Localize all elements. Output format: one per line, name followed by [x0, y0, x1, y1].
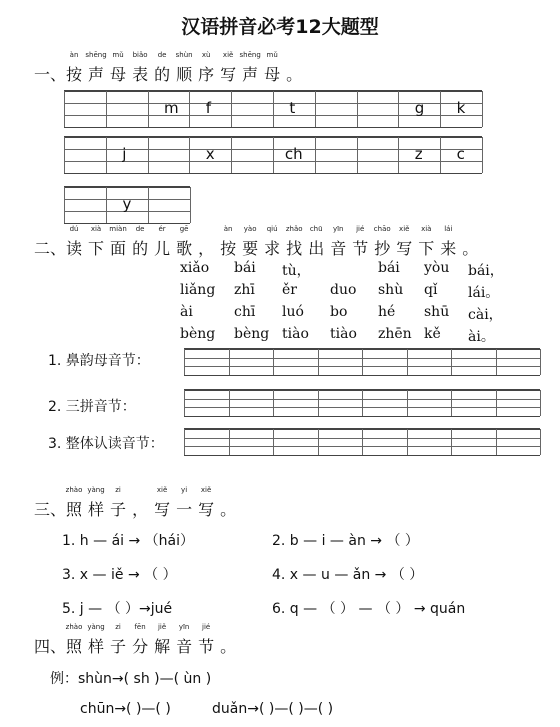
q3-item-4: 4. x — u — ǎn → （ ）: [272, 567, 424, 583]
pinyin-annotation: lái: [444, 225, 453, 233]
poem-syllable: lái。: [468, 285, 500, 301]
grid-divider: [106, 91, 107, 127]
q4-char: fēn 分: [132, 623, 149, 656]
poem-syllable: yòu: [424, 260, 450, 276]
pinyin-annotation: jié: [356, 225, 365, 233]
q1-char: de 的: [154, 51, 171, 84]
q1-heading: 一、 àn 按 shēng 声 mǔ 母 biǎo 表 de 的 shùn 顺 xù 序 xiě 写 shēng 声 mǔ 母 。: [34, 51, 303, 84]
poem-syllable: ài: [180, 304, 193, 320]
grid-divider: [540, 349, 541, 375]
poem-syllable: ěr: [282, 282, 297, 298]
poem-line: [0, 282, 560, 302]
grid-divider: [318, 429, 319, 455]
initial-letter: j: [122, 145, 127, 163]
pinyin-annotation: xiě: [156, 486, 168, 494]
pinyin-annotation: zi: [115, 486, 121, 494]
q4-example: 例：shùn→( sh )—( ùn ): [50, 671, 212, 687]
grid-divider: [362, 349, 363, 375]
pinyin-annotation: àn: [69, 51, 79, 59]
pinyin-annotation: de: [135, 225, 145, 233]
label-three-part: 2. 三拼音节：: [48, 399, 136, 415]
poem-syllable: qǐ: [424, 282, 438, 298]
poem-syllable: hé: [378, 304, 396, 320]
q3-char: xiě 写: [154, 486, 171, 519]
poem-syllable: zhēn: [378, 326, 412, 342]
q3-item-3: 3. x — iě → （ ）: [62, 567, 177, 583]
grid-line: [184, 416, 540, 417]
pinyin-annotation: zi: [115, 623, 121, 631]
initial-letter: z: [414, 145, 423, 163]
grid-divider: [106, 187, 107, 223]
poem-syllable: zhī: [234, 282, 255, 298]
answer-grid-nasal[interactable]: [184, 348, 540, 375]
pinyin-annotation: zhào: [65, 486, 83, 494]
poem-syllable: bái，: [468, 263, 504, 279]
pinyin-annotation: shēng: [239, 51, 261, 59]
grid-divider: [398, 137, 399, 173]
q2-char: yào 要: [242, 225, 259, 258]
grid-divider: [315, 91, 316, 127]
pinyin-annotation: àn: [223, 225, 233, 233]
grid-divider: [482, 137, 483, 173]
four-line-grid-row-3: [64, 186, 190, 223]
poem-syllable: liǎng: [180, 282, 216, 298]
grid-divider: [189, 91, 190, 127]
grid-divider: [362, 390, 363, 416]
poem-syllable: tù，: [282, 263, 311, 279]
grid-divider: [231, 91, 232, 127]
grid-divider: [64, 137, 65, 173]
grid-divider: [273, 390, 274, 416]
q2-char: àn 按: [220, 225, 237, 258]
q4-char: zi 子: [110, 623, 127, 656]
grid-divider: [148, 91, 149, 127]
poem-syllable: shù: [378, 282, 404, 298]
grid-divider: [184, 429, 185, 455]
grid-divider: [273, 91, 274, 127]
grid-divider: [357, 137, 358, 173]
poem-syllable: tiào: [330, 326, 357, 342]
grid-line: [184, 455, 540, 456]
answer-grid-whole[interactable]: [184, 428, 540, 455]
initial-letter: y: [122, 195, 132, 213]
pinyin-annotation: yīn: [178, 623, 190, 631]
q4-item-2: duǎn→( )—( )—( ): [212, 701, 334, 717]
grid-divider: [362, 429, 363, 455]
q3-char: yàng 样: [87, 486, 105, 519]
q1-char: biǎo 表: [132, 51, 149, 84]
q2-heading: 二、 dú 读 xià 下 miàn 面 de 的 ér 儿 gē 歌 ， àn 按 yào 要 qiú 求 zhǎo 找 chū 出 yīn 音 jié 节 chāo 抄 xiě 写 xià 下 lái 来 。: [34, 225, 479, 258]
q3-item-6: 6. q — （ ） — （ ） → quán: [272, 601, 466, 617]
initial-letter: ch: [284, 145, 303, 163]
grid-divider: [184, 390, 185, 416]
poem-syllable: bo: [330, 304, 348, 320]
q3-char: xiě 写: [198, 486, 215, 519]
poem-syllable: bái: [234, 260, 256, 276]
poem-syllable: bái: [378, 260, 400, 276]
poem-syllable: bèng: [180, 326, 216, 342]
pinyin-annotation: xiě: [222, 51, 234, 59]
q2-char: xià 下: [88, 225, 105, 258]
pinyin-annotation: xù: [201, 51, 211, 59]
grid-divider: [64, 187, 65, 223]
q4-char: jiě 解: [154, 623, 171, 656]
grid-line: [64, 127, 482, 128]
initial-letter: k: [456, 99, 466, 117]
grid-divider: [540, 390, 541, 416]
grid-divider: [273, 429, 274, 455]
initial-letter: c: [456, 145, 465, 163]
q2-char: zhǎo 找: [285, 225, 303, 258]
grid-divider: [231, 137, 232, 173]
initial-letter: f: [205, 99, 212, 117]
pinyin-annotation: yào: [243, 225, 257, 233]
grid-divider: [318, 390, 319, 416]
grid-divider: [229, 390, 230, 416]
pinyin-annotation: jié: [202, 623, 211, 631]
q2-char: de 的: [132, 225, 149, 258]
grid-divider: [229, 429, 230, 455]
page-title: 汉语拼音必考12大题型: [181, 16, 379, 38]
poem-syllable: cài，: [468, 307, 503, 323]
q3-item-2: 2. b — i — àn → （ ）: [272, 533, 419, 549]
q2-char: yīn 音: [330, 225, 347, 258]
pinyin-annotation: qiú: [266, 225, 278, 233]
q1-char: shēng 声: [239, 51, 261, 84]
grid-divider: [189, 137, 190, 173]
pinyin-annotation: yīn: [332, 225, 344, 233]
grid-divider: [451, 429, 452, 455]
q1-char: xiě 写: [220, 51, 237, 84]
q1-char: xù 序: [198, 51, 215, 84]
q3-item-5: 5. j — （ ）→jué: [62, 601, 173, 617]
q1-char: shēng 声: [85, 51, 107, 84]
q2-char: gē 歌: [176, 225, 193, 258]
label-nasal: 1. 鼻韵母音节：: [48, 353, 150, 369]
pinyin-annotation: dú: [69, 225, 79, 233]
pinyin-annotation: yàng: [87, 486, 105, 494]
q3-char: zi 子: [110, 486, 127, 519]
grid-divider: [482, 91, 483, 127]
pinyin-annotation: mǔ: [266, 51, 278, 59]
q4-char: yīn 音: [176, 623, 193, 656]
label-whole: 3. 整体认读音节：: [48, 436, 164, 452]
q4-char: zhào 照: [65, 623, 83, 656]
pinyin-annotation: yàng: [87, 623, 105, 631]
q2-char: ér 儿: [154, 225, 171, 258]
poem-syllable: xiǎo: [180, 260, 210, 276]
poem-syllable: shū: [424, 304, 450, 320]
initial-letter: x: [205, 145, 215, 163]
poem-syllable: duo: [330, 282, 357, 298]
grid-divider: [64, 91, 65, 127]
q4-heading: 四、 zhào 照 yàng 样 zi 子 fēn 分 jiě 解 yīn 音 jié 节 。: [34, 623, 237, 656]
grid-divider: [148, 137, 149, 173]
q2-char: dú 读: [66, 225, 83, 258]
q2-char: jié 节: [352, 225, 369, 258]
grid-line: [184, 375, 540, 376]
pinyin-annotation: shùn: [175, 51, 193, 59]
pinyin-annotation: zhào: [65, 623, 83, 631]
grid-divider: [318, 349, 319, 375]
pinyin-annotation: ér: [158, 225, 166, 233]
poem-syllable: bèng: [234, 326, 270, 342]
q3-item-1: 1. h — ái → （hái）: [62, 533, 195, 549]
poem-syllable: kě: [424, 326, 441, 342]
q2-char: ，: [198, 239, 215, 258]
q2-char: qiú 求: [264, 225, 281, 258]
q2-char: lái 来: [440, 225, 457, 258]
initial-letter: m: [164, 99, 179, 117]
pinyin-annotation: biǎo: [132, 51, 148, 59]
pinyin-annotation: yi: [181, 486, 188, 494]
q2-char: chāo 抄: [373, 225, 391, 258]
q4-number: 四、: [34, 637, 67, 656]
pinyin-annotation: fēn: [134, 623, 146, 631]
q2-char: xiě 写: [396, 225, 413, 258]
grid-divider: [496, 349, 497, 375]
q2-char: xià 下: [418, 225, 435, 258]
q1-char: àn 按: [66, 51, 83, 84]
pinyin-annotation: xiě: [399, 225, 410, 233]
poem-syllable: luó: [282, 304, 304, 320]
q3-char: yi 一: [176, 486, 193, 519]
grid-divider: [315, 137, 316, 173]
grid-divider: [106, 137, 107, 173]
pinyin-annotation: xià: [90, 225, 102, 233]
grid-divider: [148, 187, 149, 223]
grid-divider: [273, 137, 274, 173]
grid-divider: [496, 390, 497, 416]
poem-line: [0, 326, 560, 346]
q2-char: chū 出: [308, 225, 325, 258]
grid-divider: [451, 390, 452, 416]
poem-line: [0, 304, 560, 324]
grid-divider: [273, 349, 274, 375]
q1-char: shùn 顺: [175, 51, 193, 84]
grid-line: [64, 173, 482, 174]
initial-letter: t: [289, 99, 296, 117]
q3-char: zhào 照: [65, 486, 83, 519]
grid-divider: [407, 349, 408, 375]
poem-line: [0, 260, 560, 280]
grid-divider: [357, 91, 358, 127]
four-line-grid-row-2: [64, 136, 482, 173]
q4-char: jié 节: [198, 623, 215, 656]
grid-divider: [407, 429, 408, 455]
initial-letter: g: [414, 99, 425, 117]
pinyin-annotation: de: [157, 51, 167, 59]
pinyin-annotation: mǔ: [112, 51, 124, 59]
pinyin-annotation: gē: [179, 225, 189, 233]
grid-divider: [229, 349, 230, 375]
q2-number: 二、: [34, 239, 67, 258]
grid-divider: [451, 349, 452, 375]
answer-grid-three-part[interactable]: [184, 389, 540, 416]
pinyin-annotation: chū: [309, 225, 323, 233]
poem-syllable: ài。: [468, 329, 495, 345]
q3-char: ，: [132, 500, 149, 519]
grid-line: [64, 187, 190, 188]
pinyin-annotation: zhǎo: [285, 225, 303, 233]
pinyin-annotation: chāo: [373, 225, 391, 233]
pinyin-annotation: xià: [421, 225, 432, 233]
q2-char: miàn 面: [109, 225, 127, 258]
pinyin-annotation: jiě: [157, 623, 167, 631]
q4-char: yàng 样: [87, 623, 105, 656]
q4-item-1: chūn→( )—( ): [80, 701, 171, 717]
grid-divider: [407, 390, 408, 416]
four-line-grid-row-1: [64, 90, 482, 127]
poem-syllable: chī: [234, 304, 256, 320]
q1-number: 一、: [34, 65, 67, 84]
grid-divider: [540, 429, 541, 455]
pinyin-annotation: xiě: [200, 486, 212, 494]
q3-heading: 三、 zhào 照 yàng 样 zi 子 ， xiě 写 yi 一 xiě 写 。: [34, 486, 237, 519]
grid-divider: [184, 349, 185, 375]
q3-number: 三、: [34, 500, 67, 519]
grid-divider: [440, 91, 441, 127]
q1-char: mǔ 母: [264, 51, 281, 84]
pinyin-annotation: miàn: [109, 225, 127, 233]
grid-divider: [190, 187, 191, 223]
grid-line: [64, 223, 190, 224]
q1-char: mǔ 母: [110, 51, 127, 84]
grid-divider: [440, 137, 441, 173]
poem-block: [0, 260, 560, 350]
grid-divider: [398, 91, 399, 127]
grid-divider: [496, 429, 497, 455]
poem-syllable: tiào: [282, 326, 309, 342]
pinyin-annotation: shēng: [85, 51, 107, 59]
